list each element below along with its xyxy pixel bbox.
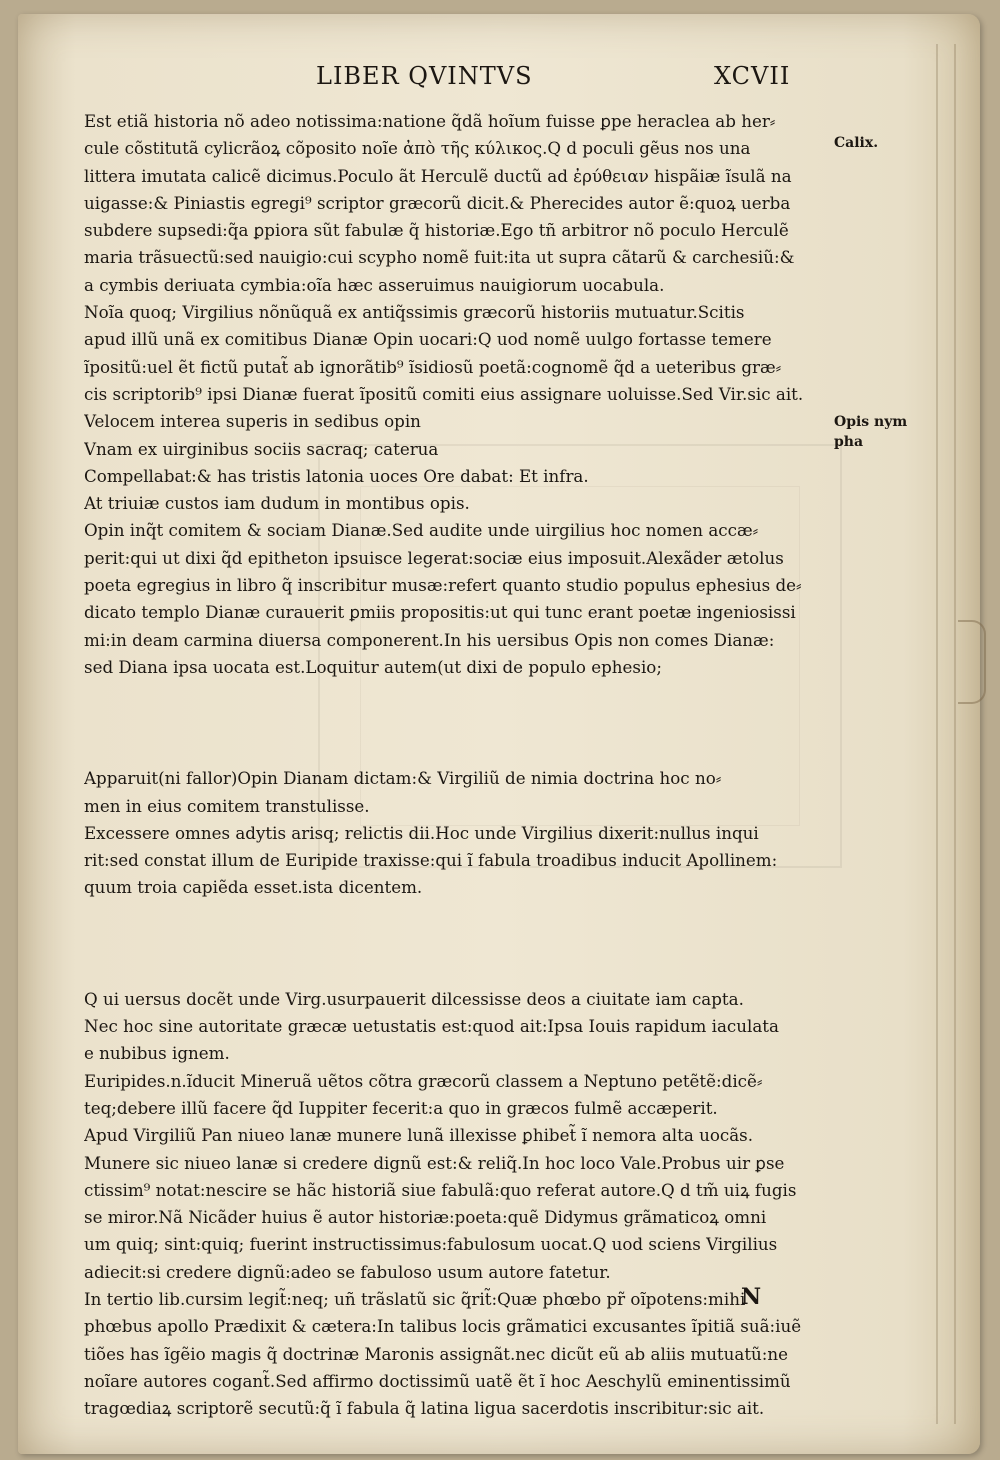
text-line: In tertio lib.cursim legit̃:neq; uñ trãslatũ sic q̃rit̃:Quæ phœbo pr̃ oĩpotens:mihi <box>84 1288 746 1309</box>
text-line: Compellabat:& has tristis latonia uoces Ore dabat: Et infra. <box>84 465 589 486</box>
text-line: sed Diana ipsa uocata est.Loquitur autem(ut dixi de populo ephesio; <box>84 656 662 677</box>
blank-space <box>84 681 820 765</box>
text-line: teq;debere illũ facere q̃d Iuppiter fecerit:a quo in græcos fulmẽ accæperit. <box>84 1097 718 1118</box>
text-line: a cymbis deriuata cymbia:oĩa hæc asseruimus nauigiorum uocabula. <box>84 274 665 295</box>
text-line: Euripides.n.ĩducit Mineruã uẽtos cõtra græcorũ classem a Neptuno petẽtẽ:dicẽ⸗ <box>84 1070 763 1091</box>
text-line: Opin inq̃t comitem & sociam Dianæ.Sed audite unde uirgilius hoc nomen accæ⸗ <box>84 520 759 541</box>
text-line: Est etiã historia nõ adeo notissima:natione q̃dã hoĩum fuisse ꝑpe heraclea ab her⸗ <box>84 111 776 131</box>
text-line: men in eius comitem transtulisse. <box>84 795 370 816</box>
text-block-3 <box>84 986 820 1423</box>
text-line: phœbus apollo Prædixit & cætera:In talibus locis grãmatici excusantes ĩpitiã suã:iuẽ <box>84 1316 802 1337</box>
folio-number: XCVII <box>714 62 791 90</box>
text-line: subdere supsedi:q̃a ꝑpiora sũt fabulæ q̃ historiæ.Ego tñ arbitror nõ poculo Herculẽ <box>84 220 789 241</box>
page-header <box>0 62 1000 96</box>
text-line: uigasse:& Piniastis egregi⁹ scriptor græcorũ dicit.& Pherecides autor ẽ:quoꝝ uerba <box>84 192 791 213</box>
text-line: maria trãsuectũ:sed nauigio:cui scypho nomẽ fuit:ita ut supra cãtarũ & carchesiũ:& <box>84 247 795 268</box>
text-line: At triuiæ custos iam dudum in montibus opis. <box>84 493 470 514</box>
text-line: tiões has ĩgẽio magis q̃ doctrinæ Maronis assignãt.nec dicũt eũ ab aliis mutuatũ:ne <box>84 1343 789 1364</box>
text-line: poeta egregius in libro q̃ inscribitur musæ:refert quanto studio populus ephesius de⸗ <box>84 575 802 596</box>
margin-note-calix: Calix. <box>834 135 879 151</box>
margin-note-opis: Opis nym <box>834 414 908 430</box>
text-line: ĩpositũ:uel ẽt fictũ putat̃ ab ignorãtib⁹ ĩsidiosũ poetã:cognomẽ q̃d a ueteribus græ⸗ <box>84 356 782 377</box>
text-line: Nec hoc sine autoritate græcæ uetustatis est:quod ait:Ipsa Iouis rapidum iaculata <box>84 1016 779 1037</box>
text-line: cis scriptorib⁹ ipsi Dianæ fuerat ĩpositũ comiti eius assignare uoluisse.Sed Vir.sic ait. <box>84 383 804 404</box>
text-line: e nubibus ignem. <box>84 1043 230 1064</box>
text-block-1 <box>84 108 820 681</box>
page-edge-line <box>954 44 956 1424</box>
margin-note-pha: pha <box>834 434 864 450</box>
text-line: quum troia capiẽda esset.ista dicentem. <box>84 877 423 898</box>
text-line: tragœdiaꝝ scriptorẽ secutũ:q̃ ĩ fabula q̃ latina ligua sacerdotis inscribitur:sic ait. <box>84 1398 765 1419</box>
text-line: Noĩa quoq; Virgilius nõnũquã ex antiq̃ssimis græcorũ historiis mutuatur.Scitis <box>84 302 745 323</box>
text-line: perit:qui ut dixi q̃d epitheton ipsuisce legerat:sociæ eius imposuit.Alexãder ætolus <box>84 547 784 568</box>
text-line: Apud Virgiliũ Pan niueo lanæ munere lunã illexisse ꝑhibet̃ ĩ nemora alta uocãs. <box>84 1125 754 1146</box>
text-line: Excessere omnes adytis arisq; relictis dii.Hoc unde Virgilius dixerit:nullus inqui <box>84 822 759 843</box>
blank-space <box>84 902 820 986</box>
signature-mark: N <box>741 1284 762 1310</box>
text-line: rit:sed constat illum de Euripide traxisse:qui ĩ fabula troadibus inducit Apollinem: <box>84 850 778 871</box>
text-line: apud illũ unã ex comitibus Dianæ Opin uocari:Q uod nomẽ uulgo fortasse temere <box>84 329 772 350</box>
text-line: cule cõstitutã cylicrãoꝝ cõposito noĩe ἀπὸ τῆς κύλικος.Q d poculi gẽus nos una <box>84 138 751 159</box>
main-text <box>84 108 820 1422</box>
text-line: dicato templo Dianæ curauerit ꝑmiis propositis:ut qui tunc erant poetæ ingeniosissi <box>84 602 796 623</box>
text-line: Apparuit(ni fallor)Opin Dianam dictam:& Virgiliũ de nimia doctrina hoc no⸗ <box>84 768 722 789</box>
running-head: LIBER QVINTVS <box>316 62 533 90</box>
text-line: noĩare autores cogant̃.Sed affirmo doctissimũ uatẽ ẽt ĩ hoc Aeschylũ eminentissimũ <box>84 1370 791 1391</box>
text-line: ctissim⁹ notat:nescire se hãc historiã siue fabulã:quo referat autore.Q d tm̃ uiꝝ fugis <box>84 1179 797 1200</box>
text-line: Q ui uersus docẽt unde Virg.usurpauerit dilcessisse deos a ciuitate iam capta. <box>84 988 744 1009</box>
text-line: um quiq; sint:quiq; fuerint instructissimus:fabulosum uocat.Q uod sciens Virgilius <box>84 1234 778 1255</box>
page-edge-line <box>936 44 938 1424</box>
text-line: Vnam ex uirginibus sociis sacraq; caterua <box>84 438 439 459</box>
page-tab <box>958 620 986 704</box>
text-line: littera imutata calicẽ dicimus.Poculo ãt Herculẽ ductũ ad ἐρύθειαν hispãiæ ĩsulã na <box>84 165 792 186</box>
text-line: mi:in deam carmina diuersa componerent.In his uersibus Opis non comes Dianæ: <box>84 629 775 650</box>
text-line: Munere sic niueo lanæ si credere dignũ est:& reliq̃.In hoc loco Vale.Probus uir ꝑse <box>84 1152 785 1173</box>
text-line: se miror.Nã Nicãder huius ẽ autor historiæ:poeta:quẽ Didymus grãmaticoꝝ omni <box>84 1207 767 1228</box>
text-line: adiecit:si credere dignũ:adeo se fabuloso usum autore fatetur. <box>84 1261 611 1282</box>
text-block-2 <box>84 765 820 901</box>
text-line: Velocem interea superis in sedibus opin <box>84 411 421 432</box>
